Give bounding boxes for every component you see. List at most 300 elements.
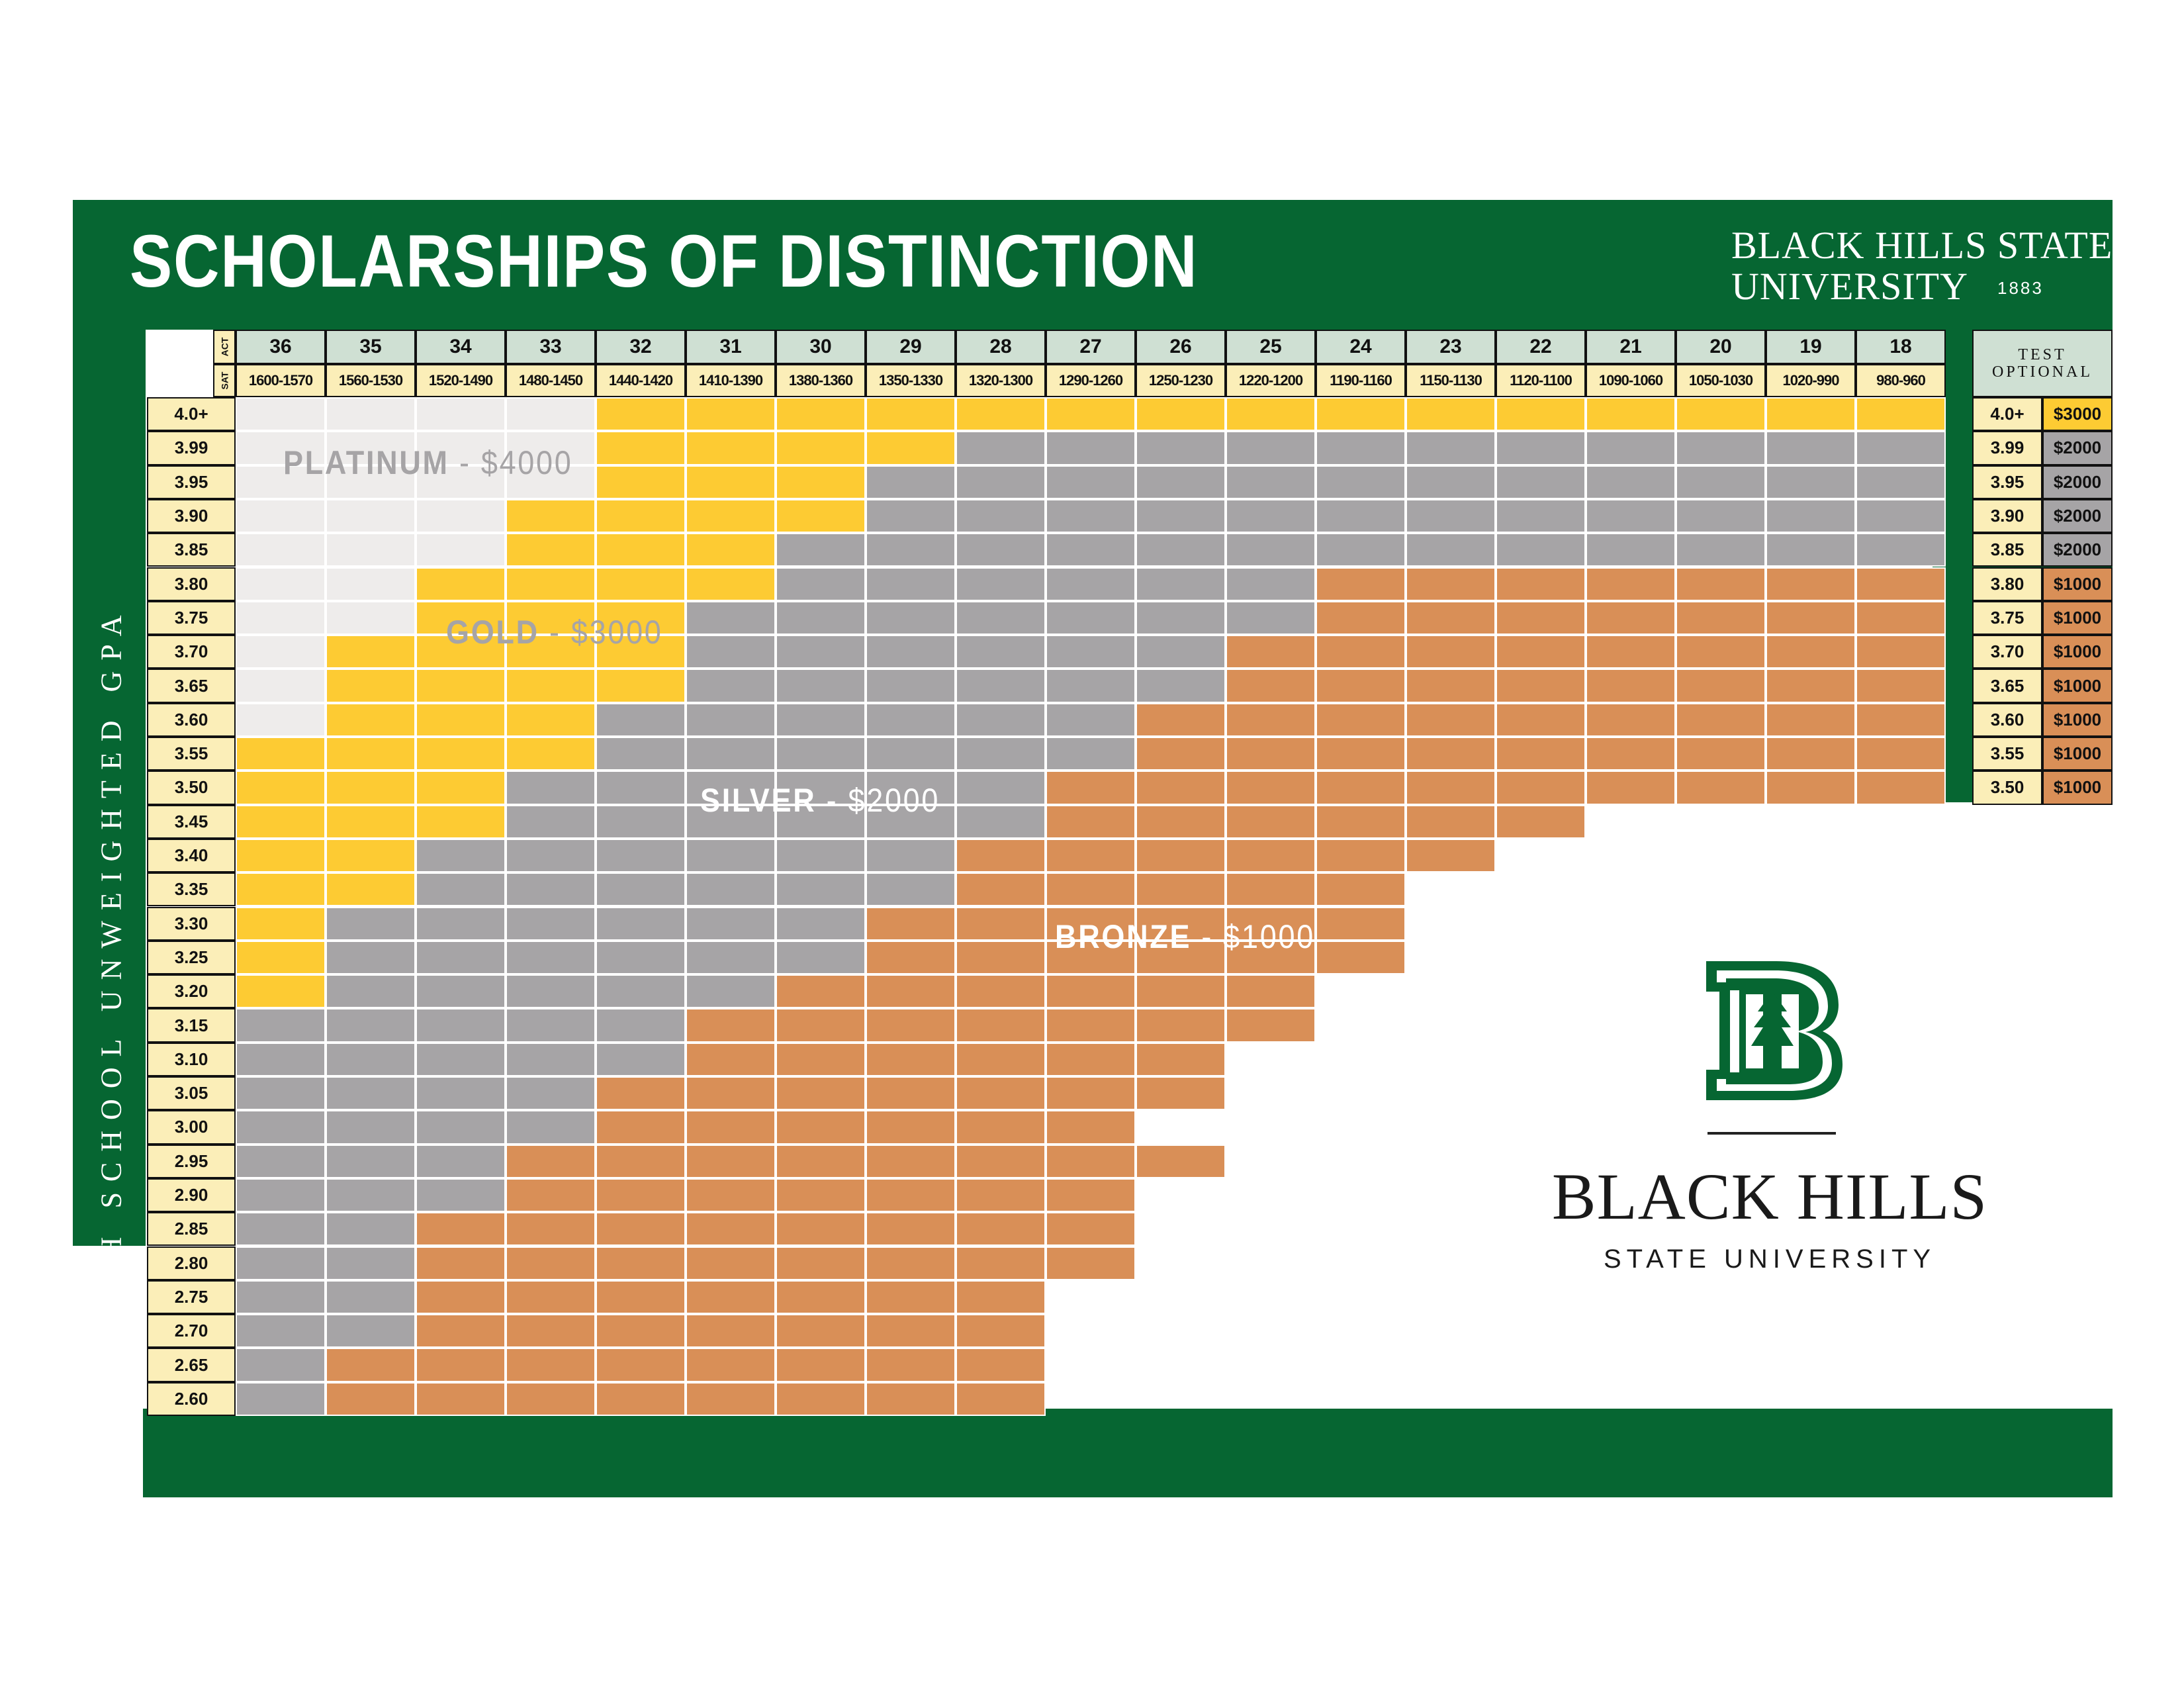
grid-cell-bronze <box>1046 839 1136 872</box>
grid-cell-gold <box>506 533 596 567</box>
test-optional-amount: $1000 <box>2042 669 2113 702</box>
gpa-row-label: 3.15 <box>147 1008 236 1042</box>
gpa-axis-label: HIGH SCHOOL UNWEIGHTED GPA <box>95 604 128 1342</box>
grid-cell-silver <box>506 941 596 974</box>
grid-cell-silver <box>326 907 416 941</box>
grid-cell-silver <box>326 1246 416 1280</box>
grid-cell-silver <box>506 1043 596 1076</box>
grid-cell-platinum <box>236 703 326 737</box>
grid-cell-silver <box>956 601 1046 635</box>
grid-cell-silver <box>866 703 956 737</box>
grid-cell-silver <box>1136 669 1226 702</box>
grid-cell-silver <box>956 771 1046 804</box>
grid-cell-silver <box>686 635 776 669</box>
grid-cell-platinum <box>326 567 416 601</box>
grid-cell-silver <box>506 907 596 941</box>
grid-cell-silver <box>506 1008 596 1042</box>
grid-cell-bronze <box>1316 872 1406 906</box>
grid-cell-bronze <box>776 1008 866 1042</box>
grid-cell-silver <box>326 941 416 974</box>
grid-cell-silver <box>416 872 506 906</box>
grid-cell-bronze <box>1856 635 1946 669</box>
grid-cell-gold <box>416 771 506 804</box>
grid-cell-silver <box>1496 499 1586 533</box>
grid-cell-silver <box>1226 601 1316 635</box>
grid-cell-silver <box>956 805 1046 839</box>
grid-cell-bronze <box>956 1076 1046 1110</box>
test-optional-amount: $2000 <box>2042 431 2113 465</box>
grid-cell-bronze <box>956 872 1046 906</box>
grid-cell-silver <box>866 601 956 635</box>
grid-cell-silver <box>506 974 596 1008</box>
grid-cell-bronze <box>1136 737 1226 771</box>
grid-cell-bronze <box>416 1348 506 1382</box>
grid-cell-bronze <box>1766 635 1856 669</box>
grid-cell-bronze <box>1766 703 1856 737</box>
platinum-label <box>283 444 572 482</box>
grid-cell-bronze <box>956 1110 1046 1144</box>
sat-header: 1020-990 <box>1766 364 1856 397</box>
grid-cell-silver <box>1046 567 1136 601</box>
grid-cell-silver <box>776 941 866 974</box>
grid-cell-bronze <box>1226 805 1316 839</box>
grid-cell-bronze <box>1136 1145 1226 1178</box>
gpa-row-label: 2.80 <box>147 1246 236 1280</box>
gpa-row-label: 3.55 <box>147 737 236 771</box>
grid-cell-gold <box>416 703 506 737</box>
grid-cell-bronze <box>1316 703 1406 737</box>
grid-cell-bronze <box>1406 839 1496 872</box>
act-header: 29 <box>866 330 956 364</box>
grid-cell-silver <box>1856 431 1946 465</box>
grid-cell-bronze <box>776 1246 866 1280</box>
grid-cell-bronze <box>1136 1043 1226 1076</box>
grid-cell-silver <box>506 1110 596 1144</box>
sat-header: 1220-1200 <box>1226 364 1316 397</box>
grid-cell-silver <box>1046 499 1136 533</box>
grid-cell-bronze <box>866 907 956 941</box>
test-optional-amount: $3000 <box>2042 397 2113 431</box>
grid-cell-gold <box>236 771 326 804</box>
grid-cell-gold <box>236 974 326 1008</box>
grid-cell-bronze <box>1406 703 1496 737</box>
grid-cell-bronze <box>1046 974 1136 1008</box>
grid-cell-bronze <box>1586 567 1676 601</box>
grid-cell-bronze <box>416 1280 506 1314</box>
grid-cell-gold <box>236 907 326 941</box>
act-header: 32 <box>596 330 686 364</box>
grid-cell-gold <box>326 839 416 872</box>
grid-cell-gold <box>236 805 326 839</box>
grid-cell-silver <box>776 839 866 872</box>
university-wordmark <box>1731 225 2113 307</box>
act-header: 31 <box>686 330 776 364</box>
grid-cell-gold <box>596 669 686 702</box>
grid-cell-silver <box>1046 635 1136 669</box>
grid-cell-silver <box>776 635 866 669</box>
grid-cell-bronze <box>596 1076 686 1110</box>
grid-cell-silver <box>1496 465 1586 499</box>
grid-cell-bronze <box>1136 974 1226 1008</box>
grid-cell-silver <box>596 737 686 771</box>
grid-cell-bronze <box>1496 635 1586 669</box>
grid-cell-silver <box>1136 533 1226 567</box>
grid-cell-bronze <box>866 1246 956 1280</box>
gpa-row-label: 2.95 <box>147 1145 236 1178</box>
grid-cell-bronze <box>1316 839 1406 872</box>
grid-cell-bronze <box>866 1008 956 1042</box>
grid-cell-silver <box>1496 431 1586 465</box>
grid-cell-silver <box>1586 465 1676 499</box>
grid-cell-bronze <box>1766 737 1856 771</box>
test-optional-gpa: 3.90 <box>1972 499 2042 533</box>
grid-cell-bronze <box>1316 737 1406 771</box>
university-line2: UNIVERSITY <box>1731 265 1968 308</box>
act-header: 18 <box>1856 330 1946 364</box>
grid-cell-gold <box>326 805 416 839</box>
grid-cell-gold <box>326 737 416 771</box>
grid-cell-silver <box>956 635 1046 669</box>
grid-cell-bronze <box>1226 737 1316 771</box>
gpa-row-label: 3.80 <box>147 567 236 601</box>
sat-header: 1480-1450 <box>506 364 596 397</box>
silver-label <box>700 781 940 820</box>
grid-cell-silver <box>236 1076 326 1110</box>
grid-cell-bronze <box>866 1212 956 1246</box>
grid-cell-silver <box>956 567 1046 601</box>
grid-cell-bronze <box>1676 635 1766 669</box>
grid-cell-gold <box>596 465 686 499</box>
test-optional-line1: TEST <box>2018 346 2067 363</box>
gpa-row-label: 3.10 <box>147 1043 236 1076</box>
sat-header: 1520-1490 <box>416 364 506 397</box>
grid-cell-platinum <box>326 397 416 431</box>
grid-cell-silver <box>416 839 506 872</box>
grid-cell-gold <box>776 431 866 465</box>
test-optional-amount: $2000 <box>2042 533 2113 567</box>
grid-cell-bronze <box>1226 771 1316 804</box>
grid-cell-silver <box>416 1178 506 1212</box>
grid-cell-bronze <box>1316 567 1406 601</box>
grid-cell-bronze <box>596 1348 686 1382</box>
grid-cell-platinum <box>416 533 506 567</box>
grid-cell-bronze <box>1136 771 1226 804</box>
grid-cell-silver <box>236 1280 326 1314</box>
grid-cell-bronze <box>1136 805 1226 839</box>
grid-cell-silver <box>1136 499 1226 533</box>
sat-header: 1600-1570 <box>236 364 326 397</box>
grid-cell-bronze <box>1766 669 1856 702</box>
grid-cell-bronze <box>596 1246 686 1280</box>
sat-header: 1440-1420 <box>596 364 686 397</box>
grid-cell-bronze <box>1496 601 1586 635</box>
gpa-row-label: 2.85 <box>147 1212 236 1246</box>
sat-label-text: SAT <box>219 371 230 390</box>
grid-cell-bronze <box>866 974 956 1008</box>
grid-cell-silver <box>596 907 686 941</box>
silver-name: SILVER <box>700 782 817 819</box>
grid-cell-bronze <box>1316 669 1406 702</box>
grid-cell-silver <box>956 533 1046 567</box>
grid-cell-silver <box>236 1043 326 1076</box>
grid-cell-bronze <box>866 1348 956 1382</box>
grid-cell-silver <box>326 1043 416 1076</box>
grid-cell-silver <box>1316 431 1406 465</box>
grid-cell-gold <box>1316 397 1406 431</box>
gpa-row-label: 3.95 <box>147 465 236 499</box>
grid-cell-silver <box>1046 601 1136 635</box>
grid-cell-bronze <box>956 974 1046 1008</box>
grid-cell-silver <box>1316 499 1406 533</box>
grid-cell-bronze <box>506 1212 596 1246</box>
grid-cell-silver <box>1676 431 1766 465</box>
act-header: 34 <box>416 330 506 364</box>
test-optional-amount: $2000 <box>2042 465 2113 499</box>
grid-cell-gold <box>326 669 416 702</box>
grid-cell-bronze <box>1046 1008 1136 1042</box>
grid-cell-silver <box>236 1110 326 1144</box>
grid-cell-silver <box>776 872 866 906</box>
grid-cell-silver <box>686 974 776 1008</box>
grid-cell-silver <box>686 941 776 974</box>
grid-cell-silver <box>416 974 506 1008</box>
grid-cell-bronze <box>776 1178 866 1212</box>
grid-cell-silver <box>1586 431 1676 465</box>
platinum-name: PLATINUM <box>283 444 449 481</box>
grid-cell-bronze <box>1856 601 1946 635</box>
grid-cell-silver <box>1676 533 1766 567</box>
grid-cell-silver <box>596 771 686 804</box>
grid-cell-bronze <box>1586 737 1676 771</box>
grid-cell-silver <box>596 703 686 737</box>
grid-cell-gold <box>686 397 776 431</box>
grid-cell-bronze <box>776 1314 866 1348</box>
grid-cell-platinum <box>326 533 416 567</box>
grid-cell-silver <box>866 499 956 533</box>
grid-cell-bronze <box>776 1280 866 1314</box>
sat-header: 1560-1530 <box>326 364 416 397</box>
grid-cell-silver <box>686 703 776 737</box>
test-optional-gpa: 3.65 <box>1972 669 2042 702</box>
grid-cell-platinum <box>326 601 416 635</box>
grid-cell-silver <box>866 567 956 601</box>
grid-cell-silver <box>686 737 776 771</box>
grid-cell-gold <box>776 465 866 499</box>
grid-cell-silver <box>416 941 506 974</box>
grid-cell-silver <box>1226 431 1316 465</box>
grid-cell-bronze <box>1136 839 1226 872</box>
grid-cell-bronze <box>596 1280 686 1314</box>
grid-cell-silver <box>1136 601 1226 635</box>
grid-cell-bronze <box>776 974 866 1008</box>
grid-cell-bronze <box>1316 635 1406 669</box>
gpa-row-label: 3.25 <box>147 941 236 974</box>
act-header: 23 <box>1406 330 1496 364</box>
founded-year: 1883 <box>1997 278 2044 298</box>
grid-cell-silver <box>1856 499 1946 533</box>
grid-cell-bronze <box>1316 601 1406 635</box>
grid-cell-silver <box>326 1145 416 1178</box>
test-optional-amount: $2000 <box>2042 499 2113 533</box>
grid-cell-bronze <box>1586 635 1676 669</box>
act-header: 22 <box>1496 330 1586 364</box>
grid-cell-silver <box>866 533 956 567</box>
grid-cell-bronze <box>1316 771 1406 804</box>
grid-cell-bronze <box>1046 805 1136 839</box>
gold-name: GOLD <box>446 614 539 651</box>
gpa-row-label: 3.35 <box>147 872 236 906</box>
grid-cell-silver <box>1136 431 1226 465</box>
grid-cell-bronze <box>1856 669 1946 702</box>
grid-cell-bronze <box>506 1145 596 1178</box>
grid-cell-gold <box>326 703 416 737</box>
grid-cell-gold <box>1406 397 1496 431</box>
gpa-row-label: 3.50 <box>147 771 236 804</box>
test-optional-gpa: 3.80 <box>1972 567 2042 601</box>
grid-cell-silver <box>776 601 866 635</box>
grid-cell-silver <box>506 839 596 872</box>
grid-cell-silver <box>866 669 956 702</box>
act-header: 26 <box>1136 330 1226 364</box>
grid-cell-bronze <box>776 1382 866 1416</box>
grid-cell-gold <box>1856 397 1946 431</box>
grid-cell-silver <box>416 907 506 941</box>
grid-cell-silver <box>236 1314 326 1348</box>
test-optional-gpa: 3.75 <box>1972 601 2042 635</box>
grid-cell-silver <box>686 839 776 872</box>
grid-cell-bronze <box>1406 601 1496 635</box>
grid-cell-bronze <box>1676 737 1766 771</box>
grid-cell-bronze <box>956 1280 1046 1314</box>
grid-cell-bronze <box>1136 703 1226 737</box>
platinum-amount: - $4000 <box>459 444 573 481</box>
grid-cell-silver <box>1406 499 1496 533</box>
grid-cell-silver <box>1046 669 1136 702</box>
test-optional-gpa: 3.95 <box>1972 465 2042 499</box>
test-optional-gpa: 3.55 <box>1972 737 2042 771</box>
test-optional-amount: $1000 <box>2042 737 2113 771</box>
grid-cell-silver <box>326 1008 416 1042</box>
grid-cell-gold <box>686 431 776 465</box>
grid-cell-silver <box>416 1145 506 1178</box>
grid-cell-bronze <box>776 1076 866 1110</box>
grid-cell-silver <box>1406 431 1496 465</box>
grid-cell-bronze <box>866 1110 956 1144</box>
act-row-label <box>213 330 236 364</box>
grid-cell-bronze <box>866 1043 956 1076</box>
grid-cell-bronze <box>1676 669 1766 702</box>
test-optional-gpa: 3.70 <box>1972 635 2042 669</box>
grid-cell-gold <box>596 431 686 465</box>
act-header: 28 <box>956 330 1046 364</box>
grid-cell-bronze <box>1136 1076 1226 1110</box>
gpa-row-label: 3.85 <box>147 533 236 567</box>
grid-cell-bronze <box>956 941 1046 974</box>
grid-cell-gold <box>236 872 326 906</box>
sat-header: 1290-1260 <box>1046 364 1136 397</box>
gpa-row-label: 3.99 <box>147 431 236 465</box>
grid-cell-silver <box>326 1280 416 1314</box>
grid-cell-gold <box>416 567 506 601</box>
grid-cell-gold <box>416 669 506 702</box>
gpa-row-label: 3.90 <box>147 499 236 533</box>
grid-cell-gold <box>686 465 776 499</box>
logo-subtitle: STATE UNIVERSITY <box>1603 1244 1936 1274</box>
grid-cell-silver <box>506 1076 596 1110</box>
grid-cell-bronze <box>1226 669 1316 702</box>
grid-cell-silver <box>1136 465 1226 499</box>
grid-cell-silver <box>1676 465 1766 499</box>
grid-cell-silver <box>1586 499 1676 533</box>
grid-cell-bronze <box>956 907 1046 941</box>
grid-cell-silver <box>1496 533 1586 567</box>
grid-cell-bronze <box>1046 1212 1136 1246</box>
grid-cell-gold <box>1766 397 1856 431</box>
grid-cell-gold <box>686 567 776 601</box>
act-label-text: ACT <box>219 337 230 357</box>
grid-cell-gold <box>506 703 596 737</box>
sat-header: 1050-1030 <box>1676 364 1766 397</box>
grid-cell-bronze <box>1766 771 1856 804</box>
grid-cell-bronze <box>956 1314 1046 1348</box>
grid-cell-bronze <box>596 1382 686 1416</box>
act-header: 21 <box>1586 330 1676 364</box>
grid-cell-bronze <box>1856 737 1946 771</box>
grid-cell-bronze <box>956 1008 1046 1042</box>
grid-cell-bronze <box>1226 703 1316 737</box>
grid-cell-silver <box>776 567 866 601</box>
grid-cell-platinum <box>506 397 596 431</box>
grid-cell-bronze <box>1496 771 1586 804</box>
grid-cell-silver <box>236 1178 326 1212</box>
grid-cell-silver <box>416 1008 506 1042</box>
grid-cell-gold <box>1136 397 1226 431</box>
grid-cell-bronze <box>866 1314 956 1348</box>
grid-cell-bronze <box>1496 669 1586 702</box>
grid-cell-bronze <box>956 1382 1046 1416</box>
grid-cell-silver <box>236 1008 326 1042</box>
grid-cell-bronze <box>686 1280 776 1314</box>
grid-cell-gold <box>866 431 956 465</box>
grid-cell-bronze <box>1046 1246 1136 1280</box>
bronze-amount: - $1000 <box>1201 918 1315 955</box>
grid-cell-gold <box>506 567 596 601</box>
grid-cell-bronze <box>506 1348 596 1382</box>
gpa-row-label: 2.65 <box>147 1348 236 1382</box>
act-header: 36 <box>236 330 326 364</box>
grid-cell-gold <box>596 499 686 533</box>
grid-cell-bronze <box>596 1178 686 1212</box>
grid-cell-bronze <box>1406 737 1496 771</box>
grid-cell-bronze <box>1046 1076 1136 1110</box>
grid-cell-bronze <box>956 1246 1046 1280</box>
grid-cell-silver <box>596 974 686 1008</box>
gpa-row-label: 2.70 <box>147 1314 236 1348</box>
grid-cell-bronze <box>596 1212 686 1246</box>
grid-cell-bronze <box>686 1008 776 1042</box>
grid-cell-gold <box>1046 397 1136 431</box>
grid-cell-silver <box>776 737 866 771</box>
grid-cell-silver <box>866 839 956 872</box>
grid-cell-bronze <box>956 1348 1046 1382</box>
grid-cell-silver <box>1226 567 1316 601</box>
grid-cell-bronze <box>326 1348 416 1382</box>
grid-cell-bronze <box>1856 771 1946 804</box>
grid-cell-bronze <box>1226 974 1316 1008</box>
grid-cell-bronze <box>866 1076 956 1110</box>
act-header: 33 <box>506 330 596 364</box>
gold-label <box>446 613 663 651</box>
